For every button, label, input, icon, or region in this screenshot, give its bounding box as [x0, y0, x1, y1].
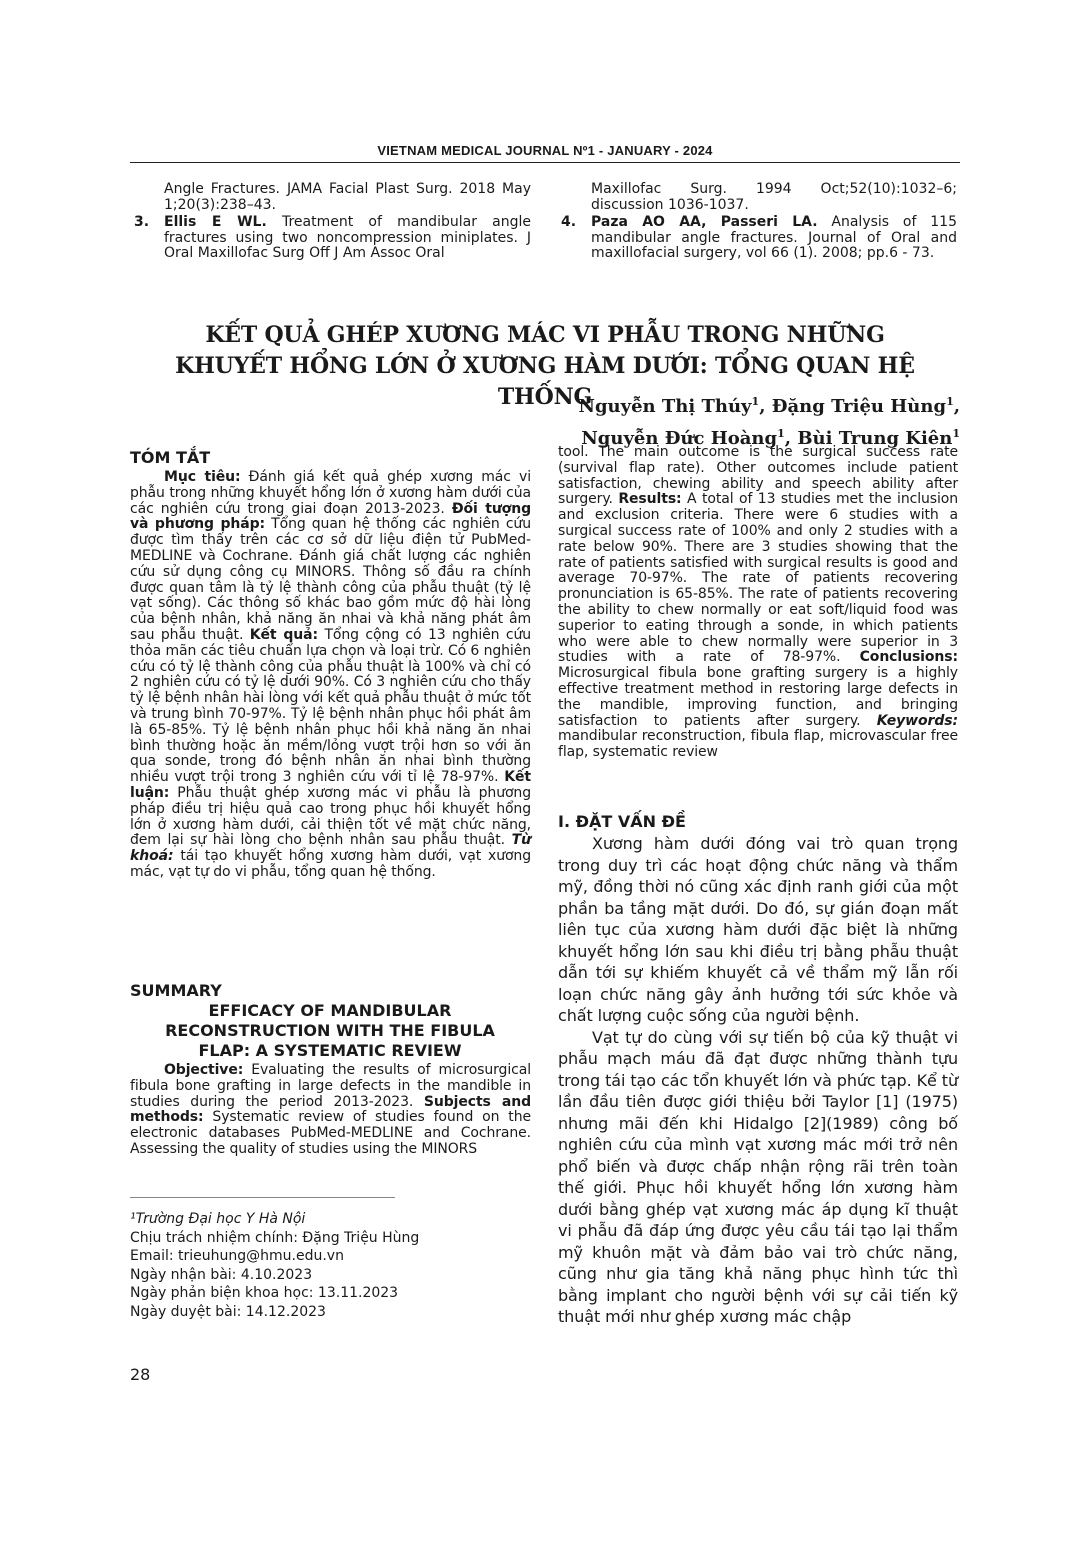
- reference-number: 4.: [561, 214, 577, 230]
- reference-text: Treatment of mandibular angle fractures using two noncompression miniplates. J Oral Maxillofac Surg Off J Am Assoc Oral: [164, 214, 531, 261]
- conclusion-label: Kết luận:: [130, 769, 531, 801]
- reference-4: [561, 214, 957, 262]
- corresponding-author: Chịu trách nhiệm chính: Đặng Triệu Hùng: [130, 1229, 420, 1246]
- email: Email: trieuhung@hmu.edu.vn: [130, 1248, 344, 1264]
- methods-label: Subjects and methods:: [130, 1093, 531, 1126]
- journal-header: VIETNAM MEDICAL JOURNAL Nº1 - JANUARY - 2024: [377, 143, 713, 158]
- methods-label: Đối tượng và phương pháp:: [130, 500, 531, 533]
- section-body: [558, 833, 958, 1328]
- affiliation-mark: 1: [946, 395, 954, 408]
- summary-title: EFFICACY OF MANDIBULAR RECONSTRUCTION WITH THE FIBULA FLAP: A SYSTEMATIC REVIEW: [165, 1001, 495, 1060]
- reference-author: Paza AO AA, Passeri LA.: [591, 214, 818, 230]
- reference-text: Analysis of 115 mandibular angle fractures. Journal of Oral and maxillofacial surgery, vol 66 (1). 2008; pp.6 - 73.: [591, 214, 957, 261]
- header-rule: [130, 162, 960, 163]
- abstract-vi: Mục tiêu: Đánh giá kết quả ghép xương mác vi phẫu trong những khuyết hổng lớn ở xương hàm dưới của các nghiên cứu trong giai đoạn 2013-2023. Đối tượng và phương pháp: Tổng quan hệ thống các nghiên cứu được tìm thấy trên các cơ sở dữ liệu điện tử PubMed-MEDLINE và Cochrane. Đánh giá chất lượng các nghiên cứu sử dụng công cụ MINORS. Thông số đầu ra chính được quan tâm là tỷ lệ thành công của phẫu thuật (tỷ lệ vạt sống). Các thông số khác bao gồm mức độ hài lòng của bệnh nhân, khả năng ăn nhai và khả năng phát âm sau phẫu thuật. Kết quả: Tổng cộng có 13 nghiên cứu thỏa mãn các tiêu chuẩn lựa chọn và loại trừ. Có 6 nghiên cứu có tỷ lệ thành công của phẫu thuật là 100% và chỉ có 2 nghiên cứu có tỷ lệ dưới 90%. Có 3 nghiên cứu cho thấy tỷ lệ bệnh nhân hài lòng với kết quả phẫu thuật ở mức tốt và trung bình 70-97%. Tỷ lệ bệnh nhân phục hồi phát âm là 65-85%. Tỷ lệ bệnh nhân phục hồi khả năng ăn nhai bình thường hoặc ăn mềm/lỏng vượt trội hơn so với ăn qua sonde, trong đó bệnh nhân ăn nhai bình thường nhiều vượt trội trong 3 nghiên cứu với tỉ lệ 78-97%. Kết luận: Phẫu thuật ghép xương mác vi phẫu là phương pháp điều trị hiệu quả cao trong phục hồi khuyết hổng lớn ở xương hàm dưới, cải thiện tốt về mặt chức năng, đem lại sự hài lòng cho bệnh nhân sau phẫu thuật. Từ khoá: tái tạo khuyết hổng xương hàm dưới, vạt xương mác, vạt tự do vi phẫu, tổng quan hệ thống.: [130, 469, 531, 880]
- paragraph: Vạt tự do cùng với sự tiến bộ của kỹ thuật vi phẫu mạch máu đã đạt được những thành tựu trong tái tạo các tổn khuyết lớn và phức tạp. Kể từ lần đầu tiên được giới thiệu bởi Taylor [1] (1975) nhưng mãi đến khi Hidalgo [2](1989) công bố nghiên cứu của mình vạt xương mác mới trở nên phổ biến và được chấp nhận rộng rãi trên toàn thế giới. Phục hồi khuyết hổng lớn xương hàm dưới bằng ghép vạt xương mác áp dụng kĩ thuật vi phẫu đã đáp ứng được yêu cầu tái tạo lại thẩm mỹ khuôn mặt và đảm bảo vai trò chức năng, cũng như gia tăng khả năng phục hình tức thì bằng implant cho người bệnh với sự cải tiến kỹ thuật mới như ghép xương mác chập: [558, 1027, 958, 1326]
- author-list: Nguyễn Thị Thúy$^1$, Đặng Triệu Hùng$^1$, Nguyễn Đức Hoàng$^1$, Bùi Trung Kiên$^1$: [578, 395, 960, 449]
- conclusions-label: Conclusions:: [859, 649, 958, 666]
- review-date: Ngày phản biện khoa học: 13.11.2023: [130, 1285, 399, 1301]
- objective-label: Objective:: [164, 1062, 244, 1078]
- keywords-label: Keywords:: [876, 712, 958, 729]
- page-number: 28: [130, 1365, 151, 1384]
- footnote-rule: [130, 1197, 395, 1198]
- author-name: Đặng Triệu Hùng: [771, 396, 947, 417]
- reference-left-cont: [164, 182, 531, 213]
- objective-label: Mục tiêu:: [164, 469, 241, 485]
- abstract-heading: TÓM TẮT: [130, 448, 211, 467]
- reference-author: Ellis E WL.: [164, 214, 267, 230]
- reference-number: 3.: [134, 214, 150, 230]
- paragraph: Xương hàm dưới đóng vai trò quan trọng trong duy trì các hoạt động chức năng và thẩm mỹ, đồng thời nó cũng xác định ranh giới của một phần ba tầng mặt dưới. Do đó, sự gián đoạn mất liên tục của xương hàm dưới đặc biệt là những khuyết hổng lớn sau khi điều trị bằng phẫu thuật dẫn tới sự khiếm khuyết cả về thẩm mỹ lẫn rối loạn chức năng gây ảnh hưởng tới sức khỏe và chất lượng cuộc sống của người bệnh.: [558, 834, 958, 1025]
- keywords-label: Từ khoá:: [130, 832, 531, 865]
- summary-text-cont: tool. The main outcome is the surgical success rate (survival flap rate). Other outcomes include patient satisfaction, chewing ability and speech ability after surgery. Results: A total of 13 studies met the inclusion and exclusion criteria. There were 6 studies with a surgical success rate of 100% and only 2 studies with a rate below 90%. There are 3 studies showing that the rate of patients satisfied with surgical results is good and average 70-97%. The rate of patients recovering pronunciation is 65-85%. The rate of patients recovering the ability to chew normally or eat soft/liquid food was superior to eating through a sonde, in which patients who were able to chew normally were superior in 3 studies with a rate of 78-97%. Conclusions: Microsurgical fibula bone grafting surgery is a highly effective treatment method in restoring large defects in the mandible, improving function, and bringing satisfaction to patients after surgery. Keywords: mandibular reconstruction, fibula flap, microvascular free flap, systematic review: [558, 444, 958, 761]
- affiliation-note: ¹Trường Đại học Y Hà Nội: [130, 1211, 306, 1227]
- affiliation-mark: 1: [777, 427, 785, 440]
- reference-cont-text: Angle Fractures. JAMA Facial Plast Surg. 2018 May 1;20(3):238–43.: [164, 181, 531, 213]
- footnotes: [130, 1210, 419, 1321]
- author-name: Bùi Trung Kiên: [797, 428, 953, 449]
- affiliation-mark: 1: [751, 395, 760, 408]
- reference-cont-text: Maxillofac Surg. 1994 Oct;52(10):1032–6; discussion 1036-1037.: [591, 181, 957, 213]
- title-line-1: KẾT QUẢ GHÉP XƯƠNG MÁC VI PHẪU TRONG NHỮNG: [205, 322, 885, 348]
- author-name: Nguyễn Đức Hoàng: [581, 428, 778, 449]
- reference-3: [134, 214, 531, 262]
- results-label: Results:: [618, 491, 682, 508]
- affiliation-mark: 1: [952, 427, 960, 440]
- title-line-2: KHUYẾT HỔNG LỚN Ở XƯƠNG HÀM DƯỚI: TỔNG QUAN HỆ THỐNG: [175, 353, 915, 410]
- accepted-date: Ngày duyệt bài: 14.12.2023: [130, 1303, 326, 1320]
- section-heading: I. ĐẶT VẤN ĐỀ: [558, 812, 686, 831]
- received-date: Ngày nhận bài: 4.10.2023: [130, 1266, 313, 1283]
- summary-heading: SUMMARY: [130, 981, 222, 1000]
- reference-right-cont: [591, 182, 957, 213]
- author-name: Nguyễn Thị Thúy: [578, 396, 752, 417]
- results-label: Kết quả:: [249, 626, 318, 643]
- summary-text: Objective: Evaluating the results of microsurgical fibula bone grafting in large defects in the mandible in studies during the period 2013-2023. Subjects and methods: Systematic review of studies found on the electronic databases PubMed-MEDLINE and Cochrane. Assessing the quality of studies using the MINORS: [130, 1062, 531, 1157]
